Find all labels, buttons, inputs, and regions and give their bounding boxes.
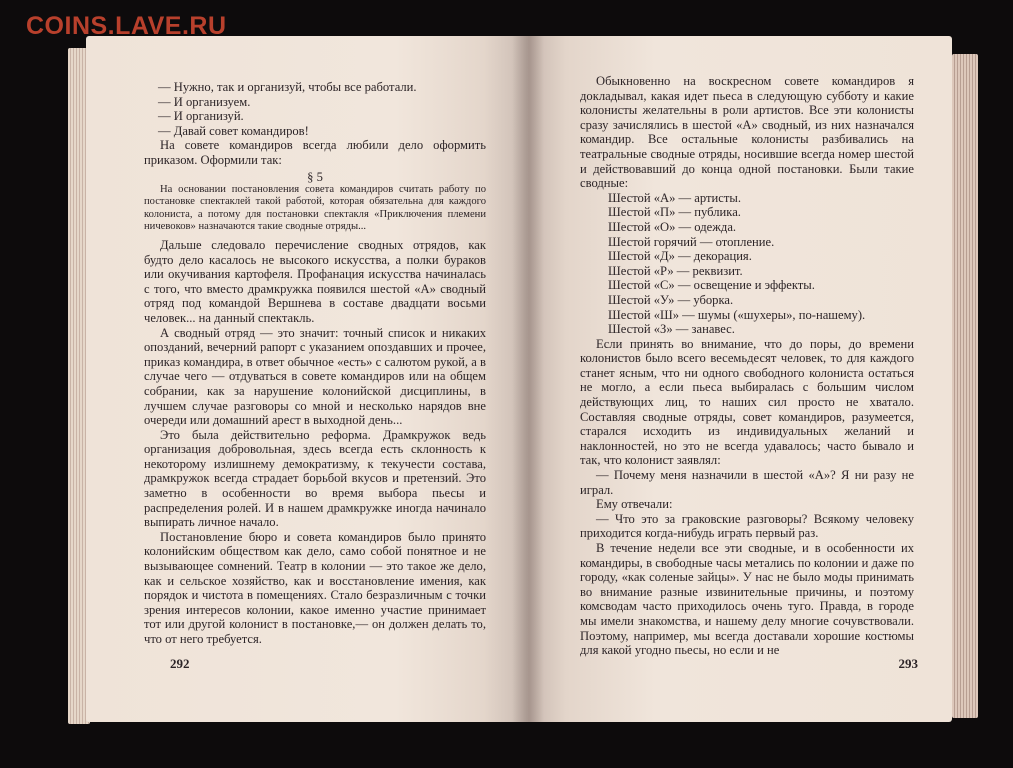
paragraph: — Нужно, так и организуй, чтобы все работали. <box>158 80 417 94</box>
list-item: Шестой «О» — одежда. <box>608 219 737 234</box>
paragraph: Дальше следовало перечисление сводных отрядов, как будто дело касалось не высокого искусства, а полки бураков или окучивания картофеля. Профанация искусства начиналась с того, что вместо драмкружка появился шестой «А» сводный отряд под командой Вершнева в составе двадцати восьми человек... на данный спектакль. <box>144 237 486 325</box>
left-page <box>86 36 528 722</box>
paragraph: Это была действительно реформа. Драмкружок ведь организация добровольная, здесь всегда есть склонность к некоторому излишнему демократизму, к текучести состава, драмкружок всегда страдает борьбой вкусов и претензий. Это заметно в особенности во время выбора пьесы и распределения ролей. И в нашем драмкружке иногда начинало выпирать личное начало. <box>144 427 486 530</box>
paragraph: На совете командиров всегда любили дело оформить приказом. Оформили так: <box>144 138 486 167</box>
list-item: Шестой горячий — отопление. <box>608 234 775 249</box>
list-item: Шестой «А» — артисты. <box>608 190 741 205</box>
paragraph: Постановление бюро и совета командиров было принято колонийским обществом как дело, само собой понятное и не вызывающее сомнений. Театр в колонии — это такое же дело, как и сельское хозяйство, как и восстановление имения, как порядок и чистота в помещениях. Стало безразличным с точки зрения интересов колонии, какое именно участие принимает тот или другой колонист в постановке,— он должен делать то, что от него требуется. <box>144 529 486 646</box>
paragraph: А сводный отряд — это значит: точный список и никаких опозданий, вечерний рапорт с указанием опоздавших и прочее, приказ командира, в ответ обычное «есть» с салютом рукой, а в случае чего — отдуваться в совете командиров или на общем собрании, как за нарушение колонийской дисциплины, в лучшем случае разговоры со мной и несколько нарядов вне очереди или домашний арест в выходной день... <box>144 325 486 428</box>
paragraph: В течение недели все эти сводные, и в особенности их командиры, в свободные часы метались по колонии и даже по городу, «как соленые зайцы». У нас не было моды принимать во внимание разные извинительные причины, и поэтому комсводам часто приходилось очень туго. Правда, в городе мы имели знакомства, и нашему делу многие сочувствовали. Поэтому, например, мы всегда доставали хорошие костюмы для какой угодно пьесы, но если и не <box>580 541 914 658</box>
paragraph: Если принять во внимание, что до поры, до времени колонистов было всего весемьдесят человек, то для каждого станет ясным, что ни одного свободного колониста остаться не могло, а если пьеса выбиралась с большим числом действующих лиц, то наших сил просто не хватало. Составляя сводные отряды, совет командиров, разумеется, старался исходить из индивидуальных желаний и наклонностей, но это не всегда удавалось; часто бывало и так, что колонист заявлял: <box>580 336 914 468</box>
paragraph: — Что это за граковские разговоры? Всякому человеку приходится когда-нибудь играть первый раз. <box>580 511 914 541</box>
paragraph: На основании постановления совета командиров считать работу по постановке спектаклей такой работой, которая обязательна для каждого колониста, а потому для постановки спектакля «Приключения племени ничевоков» назначаются такие сводные отряды... <box>144 184 486 232</box>
list-item: Шестой «Ш» — шумы («шухеры», по-нашему). <box>608 307 866 322</box>
paragraph: Ему отвечали: <box>596 497 673 512</box>
left-page-text <box>144 80 486 647</box>
list-item: Шестой «У» — уборка. <box>608 292 734 307</box>
list-item: Шестой «Р» — реквизит. <box>608 263 743 278</box>
list-item: Шестой «З» — занавес. <box>608 322 735 337</box>
paragraph: — И организуем. <box>158 94 251 109</box>
section-heading: § 5 <box>307 169 323 184</box>
paragraph: — Почему меня назначили в шестой «А»? Я ни разу не играл. <box>580 468 914 497</box>
list-item: Шестой «С» — освещение и эффекты. <box>608 278 815 293</box>
right-page <box>528 36 952 722</box>
page-edges-right <box>952 54 978 718</box>
page-number-right: 293 <box>898 656 918 671</box>
watermark-text: COINS.LAVE.RU <box>26 12 227 40</box>
paragraph: Обыкновенно на воскресном совете командиров я докладывал, какая идет пьеса в следующую субботу и какие колонисты желательны в роли артистов. Все эти колонисты сразу зачислялись в шестой «А» сводный, из них назначался командир. Все остальные колонисты разбивались на театральные сводные отряды, носившие всегда номер шестой и действовавший до конца одной постановки. Были такие сводные: <box>580 74 914 191</box>
page-number-left: 292 <box>170 656 190 671</box>
open-book <box>60 36 978 730</box>
list-item: Шестой «П» — публика. <box>608 205 741 220</box>
list-item: Шестой «Д» — декорация. <box>608 249 752 264</box>
paragraph: — И организуй. <box>158 109 244 124</box>
paragraph: — Давай совет командиров! <box>158 123 309 138</box>
right-page-text <box>580 74 914 658</box>
